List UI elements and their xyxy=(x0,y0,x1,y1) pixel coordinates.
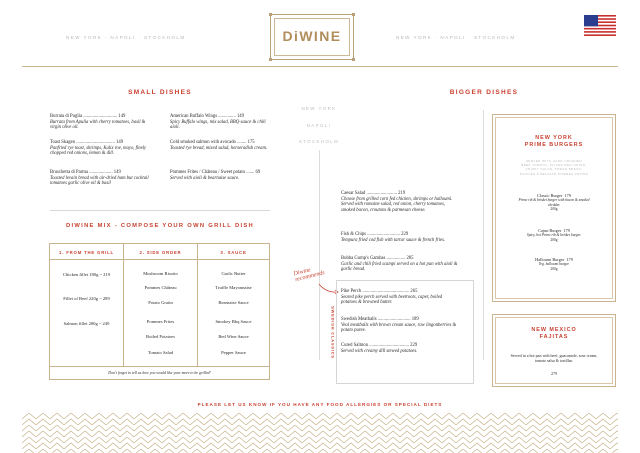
item-weight: 200g xyxy=(550,207,558,212)
item-name: Fish & Chips xyxy=(341,232,367,237)
column-header: 1. FROM THE GRILL xyxy=(59,250,114,255)
burgers-title-line2: PRIME BURGERS xyxy=(524,142,584,148)
logo xyxy=(270,14,354,60)
side-city: NEW YORK xyxy=(301,106,337,111)
menu-item: Cold smoked salmon with avocado ........ 175 Toasted rye bread, mixed salad, horseradish cream. xyxy=(170,140,274,151)
chevron-pattern xyxy=(22,413,618,453)
item-price: 179 xyxy=(563,228,570,233)
item-price: 149 xyxy=(236,114,244,119)
sauce-option: Red Wine Sauce xyxy=(218,334,249,339)
item-desc: Prime rib & brisket burger with bacon & smoked cheddar. xyxy=(518,198,590,207)
item-name: Burrata di Puglia xyxy=(50,114,83,119)
item-name: Pike Perch xyxy=(341,289,362,294)
item-desc: Veg. halloumi burger. xyxy=(538,262,570,267)
item-name: Halloumi Burger xyxy=(535,257,565,262)
item-desc: Garlic and chili fried scampi served on a hot pan with aioli & garlic bread. xyxy=(341,261,458,273)
item-desc: Spicy, hot Prime rib & brisket burger. xyxy=(526,233,582,238)
side-option: Mushroom Risotto xyxy=(143,271,178,276)
fajitas-title-line1: NEW MEXICO xyxy=(531,327,577,333)
burgers-title-line1: NEW YORK xyxy=(535,135,573,141)
sauce-option: Garlic Butter xyxy=(221,271,246,276)
item-desc: Served with creamy dill stewed potatoes. xyxy=(341,348,418,354)
item-desc: Burrata from Apulia with cherry tomatoes, basil & virgin olive oil. xyxy=(50,119,146,131)
burgers-intro: SERVED WITH HAND CRUSHED BEEF TOMATO, SLICED RED ONION, CRISPY SALAD, FRESH BREAD, PICKLES & BELGIAN POMMES FRITES xyxy=(519,159,589,176)
item-desc: Panfried rye toast, shrimps, Kalix roe, mayo, finely chopped red onions, lemon & dill. xyxy=(50,145,147,157)
grill-option: Fillet of Beef 220g ~ 289 xyxy=(63,296,110,301)
item-name: Bubba Gump's Gambas xyxy=(341,256,386,261)
item-desc: Veal meatballs with brown cream sauce, raw lingonberries & potato puree. xyxy=(341,322,457,334)
item-price: 265 xyxy=(410,289,418,294)
sauce-option: Smokey Bbq Sauce xyxy=(215,319,252,324)
item-name: Bruschetta di Parma xyxy=(50,170,89,175)
side-option: Pommes Frites xyxy=(146,319,175,324)
menu-item: Caesar Salad .......................... 219 Choose from grilled corn fed chicken, shrimps or halloumi. Served with romaine salad, red onion, cherry tomatoes, smoked bacon, croutons & parmesan cheese. xyxy=(341,191,453,213)
burger-item xyxy=(493,257,615,272)
item-desc: Choose from grilled corn fed chicken, shrimps or halloumi. Served with romaine salad, red onion, cherry tomatoes, smoked bacon, croutons & parmesan cheese. xyxy=(341,196,453,213)
logo-text: DiWINE xyxy=(282,28,342,44)
item-name: Classic Burger xyxy=(537,193,563,198)
fajitas-title-line2: FAJITAS xyxy=(539,334,569,340)
menu-item: Pike Perch ........................................ 265 Seared pike perch served with beetroots, caper, boiled potatoes & browned butter. xyxy=(341,289,471,306)
item-name: Cured Salmon xyxy=(341,343,368,348)
fajitas-desc: Served in a hot pan with beef, guacamole, sour cream, tomato salsa & tortillas. xyxy=(510,353,598,363)
item-name: Toast Skagen xyxy=(50,140,76,145)
burger-item xyxy=(493,193,615,212)
side-option: Pommes Château xyxy=(144,285,177,290)
menu-item: Cured Salmon .................................. 229 Served with creamy dill stewed potatoes. xyxy=(341,343,471,354)
item-desc: Toasted rye bread, mixed salad, horseradish cream. xyxy=(170,145,267,151)
side-option: Potato Gratin xyxy=(148,300,173,305)
menu-item: Pommes Frites / Château / Sweet potato ....... 69 Served with aioli & bearnaise sauce. xyxy=(170,170,274,181)
menu-item: Fish & Chips ............................ 229 Tempura fried cod fish with tartar sauce & french fries. xyxy=(341,232,471,243)
header-cities-right: NEW YORK · NAPOLI · STOCKHOLM xyxy=(396,35,516,40)
item-price: 69 xyxy=(255,170,261,175)
menu-item: Toast Skagen ................................. 149 Panfried rye toast, shrimps, Kalix roe, mayo, finely chopped red onions, lemon & dill. xyxy=(50,140,150,157)
item-weight: 200g xyxy=(550,237,558,242)
fajitas-price: 279 xyxy=(551,371,557,376)
side-city: NAPOLI xyxy=(306,123,332,128)
recommends-note: Diwine recommends xyxy=(293,267,326,284)
side-city: STOCKHOLM xyxy=(298,139,340,144)
item-price: 149 xyxy=(118,114,126,119)
item-price: 149 xyxy=(116,140,124,145)
menu-item: American Buffalo Wings ............... 149 Spicy Buffalo wings, mix salad, BBQ-sauce & chili aioli. xyxy=(170,114,274,131)
prime-burgers-box xyxy=(492,114,616,302)
item-desc: Tempura fried cod fish with tartar sauce & french fries. xyxy=(341,237,446,243)
item-desc: Seared pike perch served with beetroots, caper, boiled potatoes & browned butter. xyxy=(341,294,443,306)
item-price: 179 xyxy=(566,257,573,262)
bigger-dishes-title: BIGGER DISHES xyxy=(449,89,519,96)
grill-mix-title: DIWINE MIX - COMPOSE YOUR OWN GRILL DISH xyxy=(65,223,255,229)
item-name: Cold smoked salmon with avocado xyxy=(170,140,236,145)
side-option: Boiled Potatoes xyxy=(146,334,175,339)
us-flag-icon xyxy=(584,15,616,36)
header-cities-left: NEW YORK · NAPOLI · STOCKHOLM xyxy=(66,35,186,40)
small-dishes-title: SMALL DISHES xyxy=(128,89,192,96)
menu-item: Burrata di Puglia ............................. 149 Burrata from Apulia with cherry tomatoes, basil & virgin olive oil. xyxy=(50,114,150,131)
menu-item: Swedish Meatballs ............................ 189 Veal meatballs with brown cream sauce, raw lingonberries & potato puree. xyxy=(341,317,471,334)
item-name: Cajun Burger xyxy=(538,228,562,233)
item-weight: 200g xyxy=(550,266,558,271)
header-divider xyxy=(22,66,618,67)
sauce-option: Bearnaise Sauce xyxy=(218,300,249,305)
swedish-classics-label: SWEDISH CLASSICS xyxy=(330,306,336,359)
grill-footer-note: Don't forget to tell us how you would like your more to be grilled! xyxy=(108,371,211,375)
item-name: Swedish Meatballs xyxy=(341,317,377,322)
item-price: 229 xyxy=(401,232,409,237)
grill-option: Salmon fillet 200g ~ 249 xyxy=(63,321,110,326)
item-price: 189 xyxy=(411,317,419,322)
sauce-option: Pepper Sauce xyxy=(221,350,246,355)
center-divider xyxy=(319,150,320,360)
item-price: 179 xyxy=(564,193,571,198)
item-price: 229 xyxy=(410,343,418,348)
menu-item: Bubba Gump's Gambas ................ 285 Garlic and chili fried scampi served on a hot pan with aioli & garlic bread. xyxy=(341,256,458,273)
menu-item: Bruschetta di Parma .................... 149 Toasted levain bread with air-dried ham but cocktail tomatoes garlic olive oil & basil xyxy=(50,170,149,187)
item-desc: Spicy Buffalo wings, mix salad, BBQ-sauce & chili aioli. xyxy=(170,119,266,131)
item-name: Caesar Salad xyxy=(341,191,366,196)
column-header: 3. SAUCE xyxy=(220,250,247,255)
item-price: 285 xyxy=(406,256,414,261)
item-price: 175 xyxy=(247,140,255,145)
section-divider xyxy=(50,210,270,211)
item-name: American Buffalo Wings xyxy=(170,114,218,119)
column-header: 2. SIDE ORDER xyxy=(139,250,182,255)
allergy-notice: PLEASE LET US KNOW IF YOU HAVE ANY FOOD ALLERGIES OR SPECIAL DIETS xyxy=(197,402,443,407)
item-name: Pommes Frites / Château / Sweet potato xyxy=(170,170,245,175)
grill-table xyxy=(49,243,270,380)
sauce-option: Truffle Mayonnaise xyxy=(215,285,252,290)
item-desc: Served with aioli & bearnaise sauce. xyxy=(170,175,240,181)
side-option: Tomato Salad xyxy=(147,350,174,355)
item-price: 149 xyxy=(113,170,121,175)
item-desc: Toasted levain bread with air-dried ham but cocktail tomatoes garlic olive oil & basil xyxy=(50,175,149,187)
burger-item xyxy=(493,228,615,243)
grill-option: Chicken fillet 180g ~ 219 xyxy=(62,272,111,277)
fajitas-box xyxy=(492,314,616,387)
item-price: 219 xyxy=(398,191,406,196)
right-divider xyxy=(483,110,484,360)
